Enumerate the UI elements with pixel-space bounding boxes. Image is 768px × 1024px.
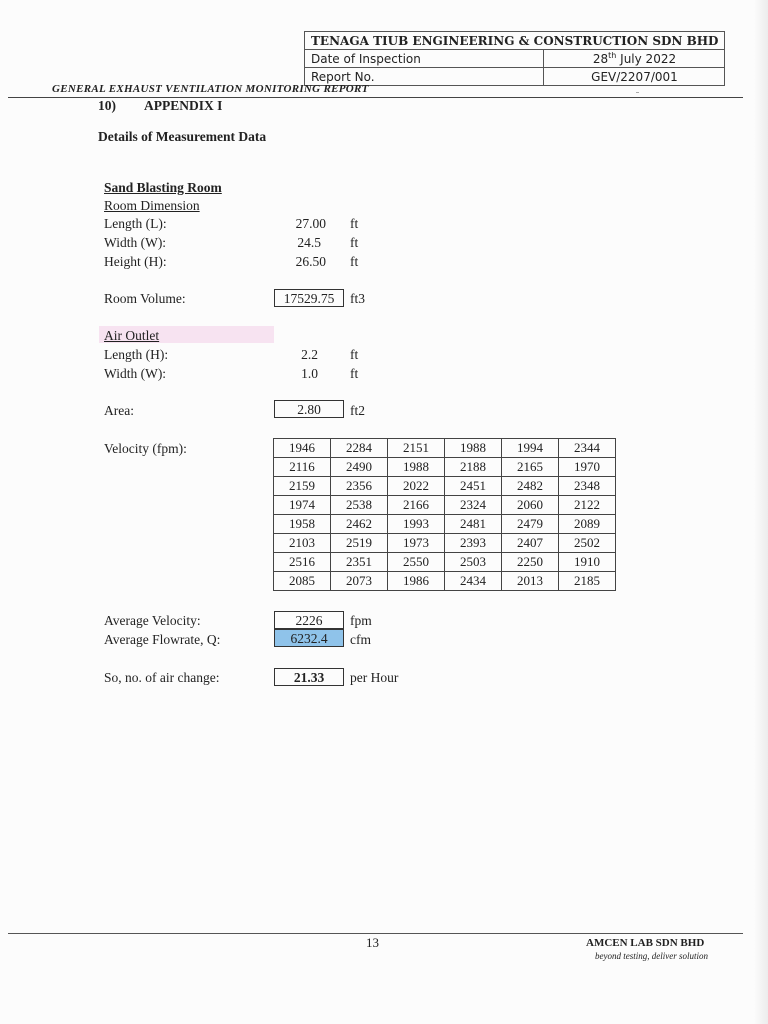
avg-velocity-unit: fpm — [350, 613, 372, 628]
velocity-cell: 1988 — [445, 439, 502, 458]
avg-flowrate-value: 6232.4 — [274, 629, 344, 647]
outlet-width-value: 1.0 — [301, 366, 318, 381]
page-edge-shadow — [754, 0, 768, 1024]
section-number: 10) — [98, 98, 116, 113]
footer-tagline: beyond testing, deliver solution — [595, 951, 708, 961]
velocity-cell: 2479 — [502, 515, 559, 534]
velocity-row — [274, 439, 616, 458]
subtitle: Details of Measurement Data — [98, 129, 267, 144]
velocity-cell: 2103 — [274, 534, 331, 553]
velocity-row — [274, 477, 616, 496]
velocity-cell: 2159 — [274, 477, 331, 496]
velocity-row — [274, 458, 616, 477]
velocity-cell: 2519 — [331, 534, 388, 553]
area-unit: ft2 — [350, 403, 365, 418]
velocity-cell: 1946 — [274, 439, 331, 458]
velocity-cell: 2393 — [445, 534, 502, 553]
outlet-length-unit: ft — [350, 347, 359, 362]
velocity-label: Velocity (fpm): — [104, 441, 187, 456]
velocity-cell: 2502 — [559, 534, 616, 553]
room-name: Sand Blasting Room — [104, 180, 222, 195]
velocity-cell: 1994 — [502, 439, 559, 458]
room-height-unit: ft — [350, 254, 359, 269]
velocity-cell: 2481 — [445, 515, 502, 534]
report-title: GENERAL EXHAUST VENTILATION MONITORING REPORT — [52, 83, 369, 95]
room-height-label: Height (H): — [104, 254, 167, 269]
velocity-cell: 2166 — [388, 496, 445, 515]
scan-mark — [636, 92, 639, 93]
velocity-cell: 2348 — [559, 477, 616, 496]
velocity-cell: 1986 — [388, 572, 445, 591]
velocity-cell: 2550 — [388, 553, 445, 572]
air-change-label: So, no. of air change: — [104, 670, 220, 685]
velocity-row — [274, 572, 616, 591]
room-length-label: Length (L): — [104, 216, 167, 231]
velocity-cell: 2250 — [502, 553, 559, 572]
footer-company: AMCEN LAB SDN BHD — [586, 937, 705, 949]
section-title: APPENDIX I — [144, 98, 223, 113]
room-volume-label: Room Volume: — [104, 291, 186, 306]
velocity-cell: 1988 — [388, 458, 445, 477]
date-label: Date of Inspection — [305, 50, 544, 68]
velocity-row — [274, 534, 616, 553]
velocity-cell: 2085 — [274, 572, 331, 591]
room-width-label: Width (W): — [104, 235, 167, 250]
avg-flowrate-unit: cfm — [350, 632, 371, 647]
outlet-width-unit: ft — [350, 366, 359, 381]
outlet-length-value: 2.2 — [301, 347, 318, 362]
velocity-cell: 1910 — [559, 553, 616, 572]
velocity-cell: 2344 — [559, 439, 616, 458]
velocity-cell: 2013 — [502, 572, 559, 591]
velocity-row — [274, 496, 616, 515]
velocity-cell: 2151 — [388, 439, 445, 458]
header-table — [304, 31, 725, 86]
date-value: 28th July 2022 — [544, 50, 725, 68]
report-no-label: Report No. — [305, 68, 544, 86]
velocity-cell: 2022 — [388, 477, 445, 496]
velocity-cell: 1970 — [559, 458, 616, 477]
velocity-cell: 2284 — [331, 439, 388, 458]
velocity-cell: 2490 — [331, 458, 388, 477]
velocity-cell: 2060 — [502, 496, 559, 515]
velocity-cell: 1974 — [274, 496, 331, 515]
velocity-cell: 2451 — [445, 477, 502, 496]
velocity-cell: 2073 — [331, 572, 388, 591]
velocity-cell: 1973 — [388, 534, 445, 553]
avg-flowrate-label: Average Flowrate, Q: — [104, 632, 221, 647]
velocity-cell: 2482 — [502, 477, 559, 496]
velocity-cell: 2188 — [445, 458, 502, 477]
avg-velocity-value: 2226 — [274, 611, 344, 629]
room-length-unit: ft — [350, 216, 359, 231]
velocity-cell: 2503 — [445, 553, 502, 572]
velocity-cell: 2516 — [274, 553, 331, 572]
room-dimension-heading: Room Dimension — [104, 198, 200, 213]
velocity-row — [274, 553, 616, 572]
room-volume-value: 17529.75 — [274, 289, 344, 307]
velocity-cell: 2185 — [559, 572, 616, 591]
room-width-value: 24.5 — [297, 235, 321, 250]
velocity-cell: 2407 — [502, 534, 559, 553]
room-length-value: 27.00 — [295, 216, 326, 231]
velocity-cell: 2351 — [331, 553, 388, 572]
velocity-row — [274, 515, 616, 534]
air-change-unit: per Hour — [350, 670, 399, 685]
footer-rule — [8, 933, 743, 934]
velocity-cell: 2434 — [445, 572, 502, 591]
velocity-table — [273, 438, 616, 591]
velocity-cell: 2356 — [331, 477, 388, 496]
velocity-cell: 1993 — [388, 515, 445, 534]
velocity-cell: 2324 — [445, 496, 502, 515]
report-no-value: GEV/2207/001 — [544, 68, 725, 86]
velocity-cell: 2089 — [559, 515, 616, 534]
room-width-unit: ft — [350, 235, 359, 250]
outlet-width-label: Width (W): — [104, 366, 167, 381]
velocity-cell: 1958 — [274, 515, 331, 534]
velocity-cell: 2122 — [559, 496, 616, 515]
area-label: Area: — [104, 403, 134, 418]
room-height-value: 26.50 — [295, 254, 326, 269]
air-outlet-heading: Air Outlet — [104, 328, 160, 343]
area-value: 2.80 — [274, 400, 344, 418]
velocity-cell: 2165 — [502, 458, 559, 477]
client-company: TENAGA TIUB ENGINEERING & CONSTRUCTION SDN BHD — [305, 32, 725, 50]
page-number: 13 — [366, 935, 379, 950]
velocity-cell: 2538 — [331, 496, 388, 515]
avg-velocity-label: Average Velocity: — [104, 613, 201, 628]
section-heading — [98, 98, 222, 114]
outlet-length-label: Length (H): — [104, 347, 169, 362]
velocity-cell: 2462 — [331, 515, 388, 534]
room-volume-unit: ft3 — [350, 291, 365, 306]
velocity-cell: 2116 — [274, 458, 331, 477]
air-change-value: 21.33 — [274, 668, 344, 686]
